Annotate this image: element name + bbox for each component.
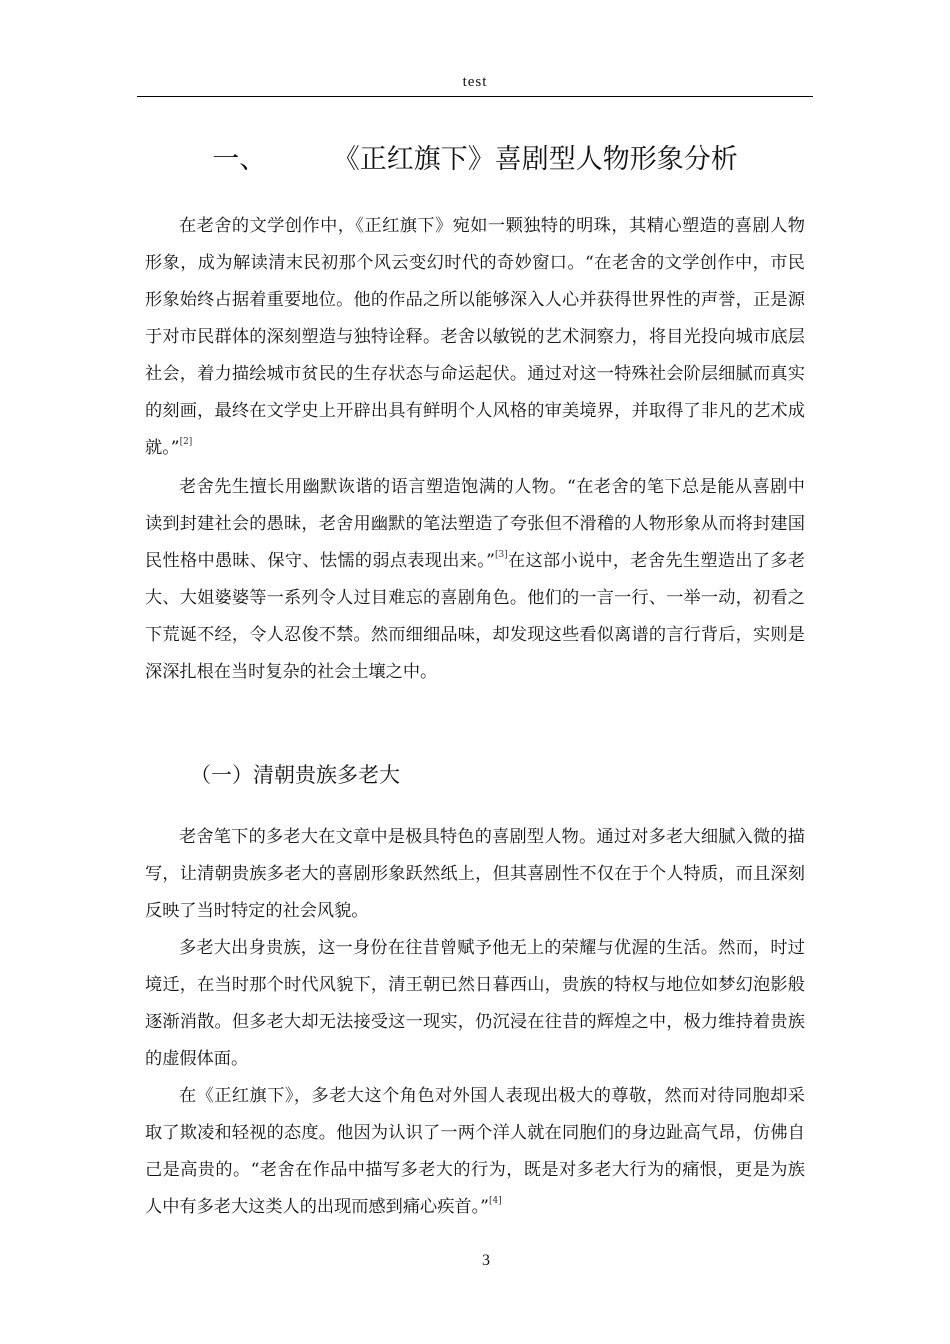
paragraph-text: 在老舍的文学创作中，《正红旗下》宛如一颗独特的明珠，其精心塑造的喜剧人物形象，成为解读清末民初那个风云变幻时代的奇妙窗口。“在老舍的文学创作中，市民形象始终占据着重要地位。他的作品之所以能够深入人心并获得世界性的声誉，正是源于对市民群体的深刻塑造与独特诠释。老舍以敏锐的艺术洞察力，将目光投向城市底层社会，着力描绘城市贫民的生存状态与命运起伏。通过对这一特殊社会阶层细腻而真实的刻画，最终在文学史上开辟出具有鲜明个人风格的审美境界，并取得了非凡的艺术成就。”	[145, 216, 805, 458]
citation-mark: [4]	[488, 1196, 502, 1206]
citation-mark: [2]	[179, 437, 193, 447]
chapter-number: 一、	[212, 144, 267, 175]
paragraph-text: 在这部小说中，老舍先生塑造出了多老大、大姐婆婆等一系列令人过目难忘的喜剧角色。他们的一言一行、一举一动，初看之下荒诞不经，令人忍俊不禁。然而细细品味，却发现这些看似离谱的言行背后，实则是深深扎根在当时复杂的社会土壤之中。	[145, 551, 805, 682]
body-paragraph	[145, 469, 805, 691]
header-text: test	[462, 74, 488, 90]
page-header	[137, 72, 813, 97]
paragraph-text: 老舍笔下的多老大在文章中是极具特色的喜剧型人物。通过对多老大细腻入微的描写，让清朝贵族多老大的喜剧形象跃然纸上，但其喜剧性不仅在于个人特质，而且深刻反映了当时特定的社会风貌。	[145, 827, 805, 921]
body-paragraph	[145, 819, 805, 930]
body-paragraph	[145, 1078, 805, 1226]
page-number: 3	[482, 1252, 490, 1269]
citation-mark: [3]	[494, 550, 508, 560]
paragraph-text: 老舍先生擅长用幽默诙谐的语言塑造饱满的人物。“在老舍的笔下总是能从喜剧中读到封建社会的愚昧，老舍用幽默的笔法塑造了夸张但不滑稽的人物形象从而将封建国民性格中愚昧、保守、怯懦的弱点表现出来。”	[145, 477, 805, 571]
chapter-title: 《正红旗下》喜剧型人物形象分析	[346, 144, 738, 175]
body-paragraph	[145, 208, 805, 467]
chapter-heading	[137, 140, 813, 180]
section-subheading: （一）清朝贵族多老大	[190, 763, 400, 787]
paragraph-text: 多老大出身贵族，这一身份在往昔曾赋予他无上的荣耀与优渥的生活。然而，时过境迁，在当时那个时代风貌下，清王朝已然日暮西山，贵族的特权与地位如梦幻泡影般逐渐消散。但多老大却无法接受这一现实，仍沉浸在往昔的辉煌之中，极力维持着贵族的虚假体面。	[145, 938, 805, 1069]
body-paragraph	[145, 930, 805, 1078]
paragraph-text: 在《正红旗下》，多老大这个角色对外国人表现出极大的尊敬，然而对待同胞却采取了欺凌和轻视的态度。他因为认识了一两个洋人就在同胞们的身边趾高气昂，仿佛自己是高贵的。“老舍在作品中描写多老大的行为，既是对多老大行为的痛恨，更是为族人中有多老大这类人的出现而感到痛心疾首。”	[145, 1086, 805, 1217]
